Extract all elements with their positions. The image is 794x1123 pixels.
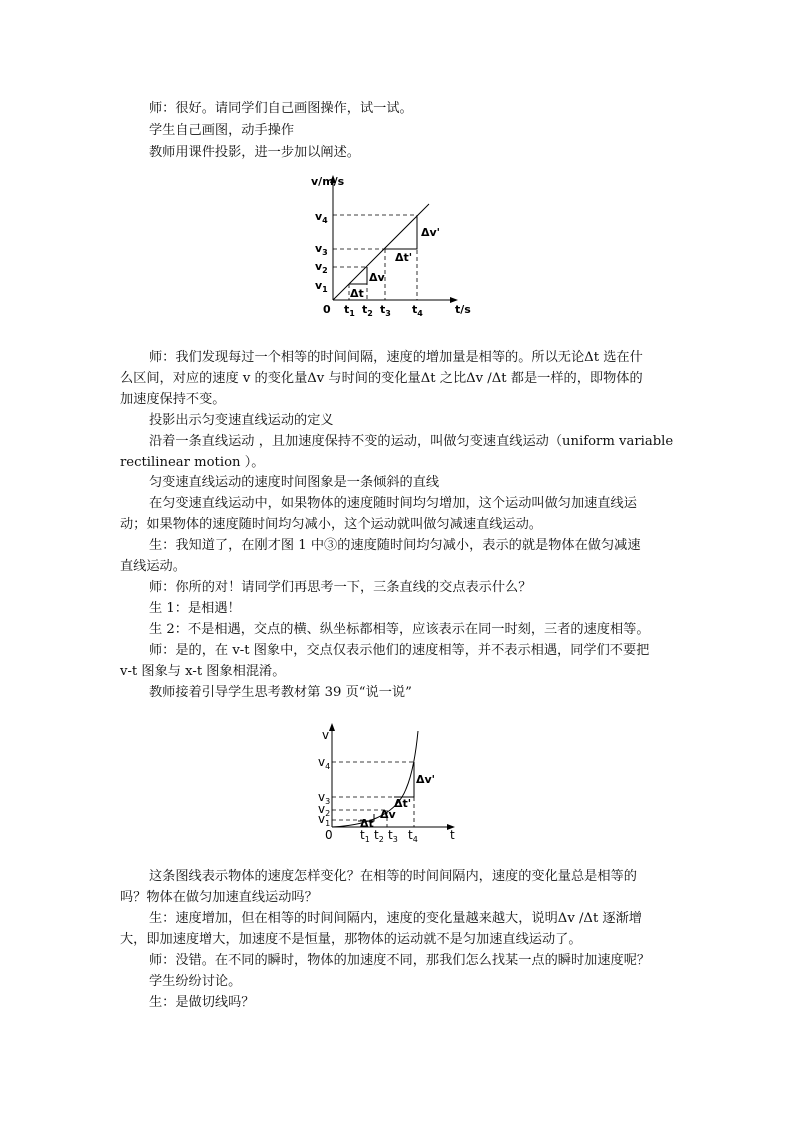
x-tick-t4 (408, 828, 418, 842)
paragraph-line: 学生自己画图，动手操作 (149, 123, 295, 138)
svg-text:t2: $t_2$ (362, 303, 373, 318)
paragraph-line: 生：速度增加，但在相等的时间间隔内，速度的变化量越来越大，说明Δv /Δt 逐渐增 (149, 911, 642, 926)
paragraph-line: 在匀变速直线运动中，如果物体的速度随时间均匀增加，这个运动叫做匀加速直线运 (149, 496, 637, 511)
delta-v-label: Δv (369, 271, 385, 284)
paragraph-line: rectilinear motion ）。 (120, 455, 265, 470)
figure-curved-vt-graph (312, 717, 472, 842)
x-axis-label: t/s (455, 303, 471, 316)
paragraph-line: 大，即加速度增大，加速度不是恒量，那物体的运动就不是匀加速直线运动了。 (120, 932, 582, 947)
svg-text:t3: $t_3$ (380, 303, 391, 318)
y-tick-v4 (315, 210, 328, 225)
paragraph-line: 加速度保持不变。 (120, 392, 226, 407)
y-tick-v4 (318, 755, 330, 771)
paragraph-line: 教师用课件投影，进一步加以阐述。 (149, 145, 360, 160)
y-tick-v2 (315, 260, 328, 275)
large-triangle (394, 762, 414, 797)
svg-text:t2: $t_2$ (374, 828, 384, 842)
paragraph-line: 生：我知道了，在刚才图 1 中③的速度随时间均匀减小，表示的就是物体在做匀减速 (149, 538, 641, 553)
paragraph-line: 师：很好。请同学们自己画图操作，试一试。 (149, 101, 413, 116)
x-axis-label: t (450, 828, 455, 842)
x-tick-t2 (374, 828, 384, 842)
paragraph-line: 直线运动。 (120, 559, 186, 574)
delta-t-prime-label: Δt' (394, 797, 412, 810)
delta-v-prime-label: Δv' (416, 773, 436, 786)
origin-label: 0 (323, 303, 331, 316)
paragraph-line: 沿着一条直线运动 ，且加速度保持不变的运动，叫做匀变速直线运动（uniform variable (149, 434, 674, 449)
paragraph-line: 师：我们发现每过一个相等的时间间隔，速度的增加量是相等的。所以无论Δt 选在什 (149, 350, 643, 365)
svg-text:t1: $t_1$ (360, 828, 370, 842)
paragraph-line: 生 2：不是相遇，交点的横、纵坐标都相等，应该表示在同一时刻，三者的速度相等。 (149, 622, 650, 637)
velocity-curve (332, 731, 418, 827)
svg-text:v2: $v_2$ (315, 260, 328, 275)
paragraph-line: 动；如果物体的速度随时间均匀减小，这个运动就叫做匀减速直线运动。 (120, 517, 542, 532)
svg-text:v3: $v_3$ (318, 790, 331, 806)
paragraph-line: 师：没错。在不同的瞬时，物体的加速度不同，那我们怎么找某一点的瞬时加速度呢？ (149, 953, 651, 968)
x-tick-t3 (380, 303, 391, 318)
figure-linear-vt-graph (305, 170, 485, 320)
svg-text:v4: $v_4$ (318, 755, 331, 771)
delta-t-label: Δt (350, 287, 364, 300)
y-tick-v1 (315, 279, 328, 294)
paragraph-line: 投影出示匀变速直线运动的定义 (149, 413, 334, 428)
paragraph-line: 么区间，对应的速度 v 的变化量Δv 与时间的变化量Δt 之比Δv /Δt 都是一样的，即物体的 (120, 371, 643, 386)
y-axis-arrow-icon (329, 723, 335, 731)
paragraph-line: 教师接着引导学生思考教材第 39 页“说一说” (149, 685, 412, 700)
svg-text:v3: $v_3$ (315, 242, 328, 257)
paragraph-line: 生 1：是相遇！ (149, 601, 241, 616)
paragraph-line: v-t 图象与 x-t 图象相混淆。 (120, 664, 286, 679)
svg-text:t4: $t_4$ (412, 303, 423, 318)
svg-text:v4: $v_4$ (315, 210, 328, 225)
x-tick-t3 (388, 828, 398, 842)
delta-v-prime-label: Δv' (421, 226, 441, 239)
y-axis-label: v/m/s (311, 175, 345, 188)
x-tick-t2 (362, 303, 373, 318)
delta-t-label: Δt (360, 817, 374, 830)
svg-text:t3: $t_3$ (388, 828, 398, 842)
svg-text:v1: $v_1$ (315, 279, 328, 294)
velocity-line (333, 204, 429, 300)
origin-label: 0 (325, 828, 333, 842)
x-tick-t1 (360, 828, 370, 842)
paragraph-line: 匀变速直线运动的速度时间图象是一条倾斜的直线 (149, 475, 440, 490)
svg-text:v2: $v_2$ (318, 802, 331, 818)
y-tick-v3 (315, 242, 328, 257)
delta-t-prime-label: Δt' (395, 251, 413, 264)
paragraph-line: 学生纷纷讨论。 (149, 974, 242, 989)
svg-text:v1: $v_1$ (318, 812, 331, 828)
paragraph-line: 吗？物体在做匀加速直线运动吗？ (120, 890, 318, 905)
paragraph-line: 师：是的，在 v-t 图象中，交点仅表示他们的速度相等，并不表示相遇，同学们不要把 (149, 643, 650, 658)
y-axis-label: v (322, 728, 330, 742)
svg-text:t1: $t_1$ (344, 303, 355, 318)
paragraph-line: 这条图线表示物体的速度怎样变化？在相等的时间间隔内，速度的变化量总是相等的 (149, 869, 637, 884)
paragraph-line: 生：是做切线吗？ (149, 995, 255, 1010)
x-tick-t4 (412, 303, 423, 318)
svg-text:t4: $t_4$ (408, 828, 418, 842)
paragraph-line: 师：你所的对！请同学们再思考一下，三条直线的交点表示什么？ (149, 580, 532, 595)
delta-v-label: Δv (380, 808, 396, 821)
x-tick-t1 (344, 303, 355, 318)
